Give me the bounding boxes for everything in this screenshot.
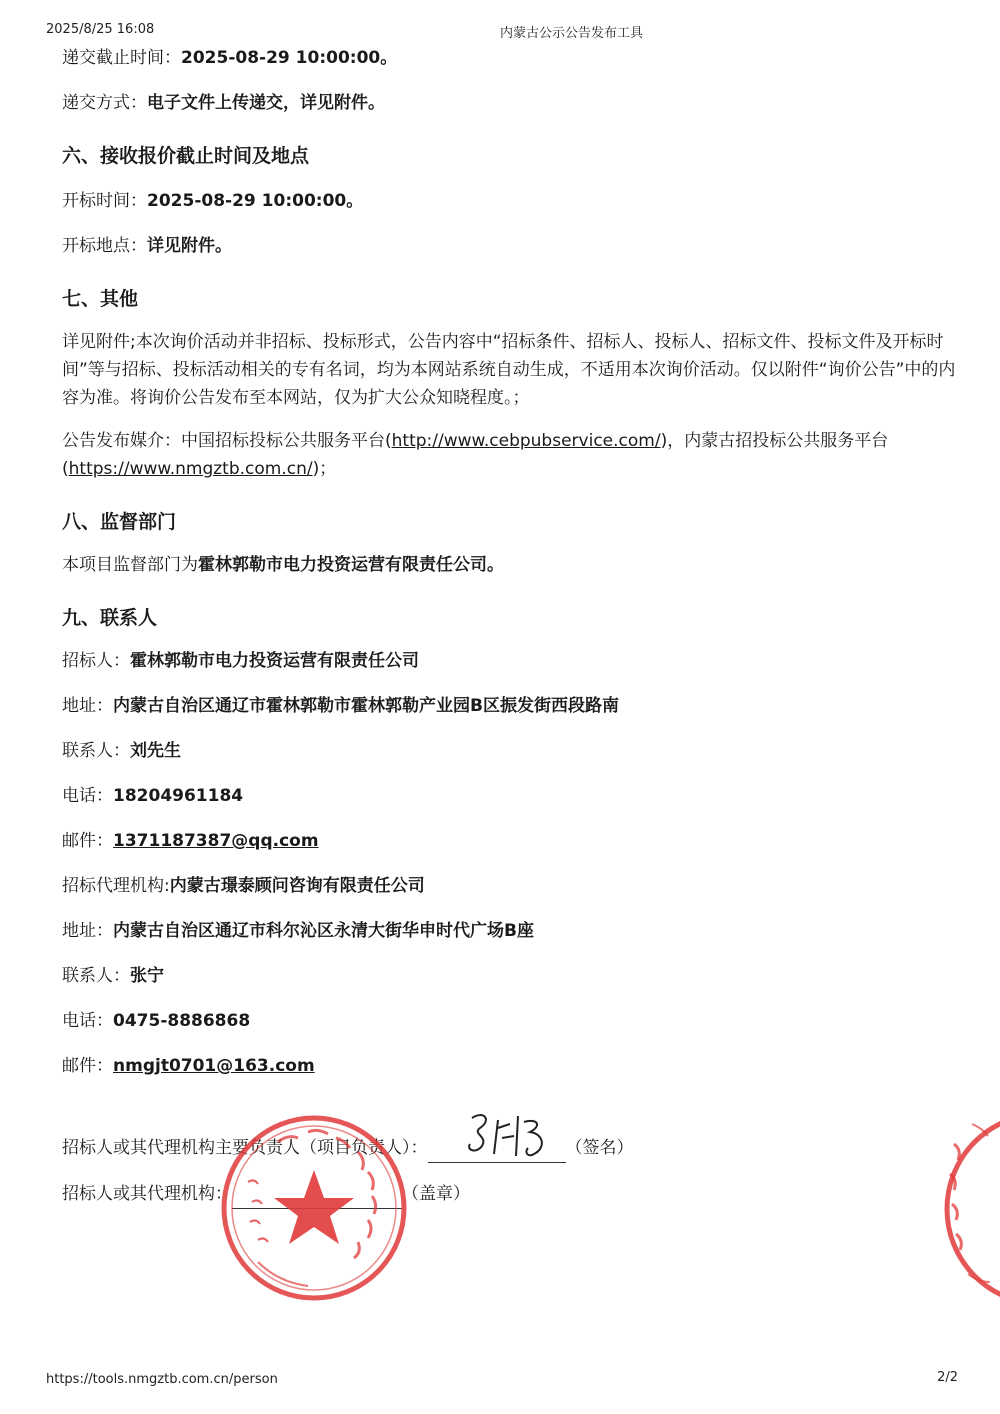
official-seal	[218, 1112, 410, 1304]
agency-value: 内蒙古璟泰顾问咨询有限责任公司	[169, 876, 425, 896]
address-1-label: 地址：	[62, 696, 113, 716]
deadline-label: 递交截止时间：	[62, 48, 181, 68]
cebpubservice-link[interactable]: http://www.cebpubservice.com/	[391, 431, 661, 451]
agency-label: 招标代理机构:	[62, 876, 170, 896]
page-number: 2/2	[937, 1370, 958, 1385]
section-6-title: 六、接收报价截止时间及地点	[62, 145, 310, 167]
email-2-line	[62, 1052, 962, 1080]
tenderer-line	[62, 647, 962, 675]
supervisor-value: 霍林郭勒市电力投资运营有限责任公司。	[198, 555, 504, 575]
media-prefix: 公告发布媒介：中国招标投标公共服务平台(	[62, 431, 392, 451]
phone-1-line	[62, 782, 962, 810]
email-1-label: 邮件：	[62, 831, 113, 851]
signature-2-label: 招标人或其代理机构：	[62, 1184, 232, 1204]
print-datetime: 2025/8/25 16:08	[46, 22, 155, 37]
media-mid: )，内蒙古招投标公共服务平台	[660, 431, 889, 451]
page-header-title: 内蒙古公示公告发布工具	[500, 26, 644, 41]
agency-line	[62, 872, 962, 900]
footer-url: https://tools.nmgztb.com.cn/person	[46, 1372, 278, 1387]
supervisor-line	[62, 551, 962, 579]
open-place-label: 开标地点：	[62, 236, 147, 256]
tenderer-label: 招标人：	[62, 651, 130, 671]
deadline-line	[62, 44, 962, 72]
phone-1-label: 电话：	[62, 786, 113, 806]
contact-1-label: 联系人：	[62, 741, 130, 761]
section-7-title: 七、其他	[62, 288, 139, 310]
open-time-value: 2025-08-29 10:00:00。	[147, 191, 364, 211]
email-2-link[interactable]: nmgjt0701@163.com	[113, 1056, 315, 1076]
media-paragraph	[62, 427, 962, 483]
partial-seal-right	[942, 1104, 1000, 1314]
section-8-title: 八、监督部门	[62, 511, 177, 533]
submission-method-line	[62, 89, 962, 117]
email-2-label: 邮件：	[62, 1056, 113, 1076]
address-1-line	[62, 692, 962, 720]
open-time-line	[62, 187, 962, 215]
contact-1-value: 刘先生	[130, 741, 181, 761]
address-1-value: 内蒙古自治区通辽市霍林郭勒市霍林郭勒产业园B区振发街西段路南	[113, 696, 619, 716]
media-open-paren: (	[62, 459, 69, 479]
media-suffix: )；	[312, 459, 337, 479]
nmgztb-link[interactable]: https://www.nmgztb.com.cn/	[68, 459, 313, 479]
open-place-value: 详见附件。	[147, 236, 232, 256]
phone-2-value: 0475-8886868	[113, 1011, 251, 1031]
address-2-label: 地址：	[62, 921, 113, 941]
contact-2-value: 张宁	[130, 966, 164, 986]
open-time-label: 开标时间：	[62, 191, 147, 211]
section-9-title: 九、联系人	[62, 607, 158, 629]
signature-1-suffix: （签名）	[565, 1138, 634, 1158]
deadline-value: 2025-08-29 10:00:00。	[181, 48, 398, 68]
email-1-line	[62, 827, 962, 855]
email-1-link[interactable]: 1371187387@qq.com	[113, 831, 319, 851]
open-place-line	[62, 232, 962, 260]
phone-2-label: 电话：	[62, 1011, 113, 1031]
contact-2-line	[62, 962, 962, 990]
phone-1-value: 18204961184	[113, 786, 244, 806]
submission-method-label: 递交方式：	[62, 93, 147, 113]
address-2-line	[62, 917, 962, 945]
signature-2-suffix: （盖章）	[402, 1184, 470, 1204]
phone-2-line	[62, 1007, 962, 1035]
contact-2-label: 联系人：	[62, 966, 130, 986]
tenderer-value: 霍林郭勒市电力投资运营有限责任公司	[130, 651, 419, 671]
address-2-value: 内蒙古自治区通辽市科尔沁区永清大街华申时代广场B座	[113, 921, 534, 941]
document-body	[62, 44, 962, 1080]
section-7-paragraph: 详见附件;本次询价活动并非招标、投标形式，公告内容中“招标条件、招标人、投标人、招标文件、投标文件及开标时间”等与招标、投标活动相关的专有名词，均为本网站系统自动生成，不适用本次询价活动。仅以附件“询价公告”中的内容为准。将询价公告发布至本网站，仅为扩大公众知晓程度。；	[62, 332, 956, 408]
contact-1-line	[62, 737, 962, 765]
submission-method-value: 电子文件上传递交，详见附件。	[147, 93, 385, 113]
handwritten-signature	[458, 1108, 568, 1164]
signature-1-label: 招标人或其代理机构主要负责人（项目负责人）：	[62, 1138, 428, 1158]
supervisor-prefix: 本项目监督部门为	[62, 555, 198, 575]
